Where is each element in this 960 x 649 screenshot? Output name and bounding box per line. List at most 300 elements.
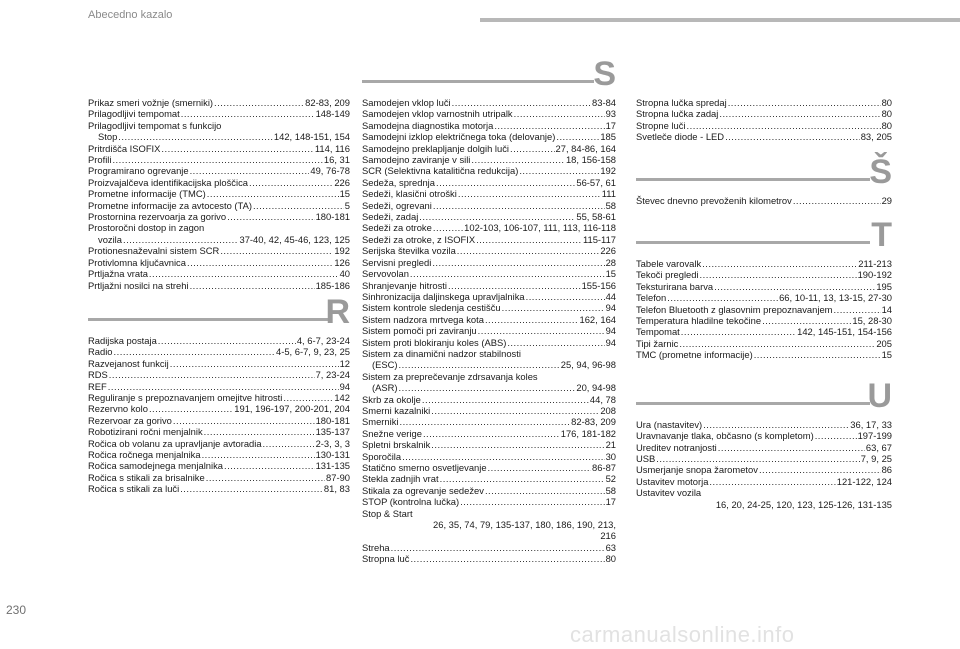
leader-dots [494,120,604,131]
leader-dots [718,442,865,453]
section-letter-s: S [593,55,616,93]
page-number: 230 [6,603,27,617]
entry-pages: 37-40, 42, 45-46, 123, 125 [239,233,350,245]
index-entry [88,483,350,494]
entry-term: Ročica ob volanu za upravljanje avtoradia [88,437,262,449]
leader-dots [187,257,333,268]
index-entry [88,346,350,357]
leader-dots [158,335,296,346]
entry-term: Telefon Bluetooth z glasovnim prepoznavanjem [636,303,833,315]
leader-dots [410,268,605,279]
entry-pages: 155-156 [581,279,616,291]
index-entry [362,200,616,211]
entry-term: Stop [98,131,118,143]
index-entry [88,460,350,471]
entry-term: Razvejanost funkcij [88,357,169,369]
leader-dots [519,165,599,176]
entry-pages: 87-90 [326,471,350,483]
index-entry [88,415,350,426]
section-header-t [636,214,892,258]
index-entry [636,419,892,430]
index-entry [636,108,892,119]
leader-dots [114,346,275,357]
entry-term: Temperatura hladilne tekočine [636,315,762,327]
leader-dots [204,426,315,437]
entry-pages: 176, 181-182 [560,427,616,439]
entry-term: Sistem za preprečevanje zdrsavanja koles [362,370,538,382]
entry-pages: 111 [601,188,616,200]
index-entry [362,245,616,256]
entry-pages: 94 [605,325,616,337]
index-entry [362,508,616,519]
entry-term: Tekoči pregledi [636,269,699,281]
index-entry [88,403,350,414]
entry-term: Sistem nadzora mrtvega kota [362,313,484,325]
index-entry [362,120,616,131]
index-entry [636,442,892,453]
entry-term: Robotizirani ročni menjalnik [88,426,203,438]
entry-term: Prostoročni dostop in zagon [88,222,205,234]
entry-term: Prometne informacije (TMC) [88,188,206,200]
index-entry [636,304,892,315]
leader-dots [502,302,605,313]
entry-term: Ročica s stikali za luči [88,483,180,495]
index-entry [636,258,892,269]
entry-term: Prikaz smeri vožnje (smerniki) [88,97,214,108]
index-entry [362,553,616,564]
entry-pages: 195 [876,280,892,292]
index-entry [362,428,616,439]
entry-term: Tipi žarnic [636,337,679,349]
index-entry [362,108,616,119]
entry-pages: 208 [600,404,616,416]
entry-term: Samodejna diagnostika motorja [362,119,494,131]
entry-term: Usmerjanje snopa žarometov [636,464,758,476]
leader-dots [253,200,344,211]
entry-term: Profili [88,154,112,166]
leader-dots [754,349,881,360]
entry-term: TMC (prometne informacije) [636,349,753,361]
leader-dots [440,473,605,484]
entry-pages: 142 [334,391,350,403]
index-entry [88,358,350,369]
entry-pages: 121-122, 124 [836,475,892,487]
entry-term: Ustavitev motorja [636,475,709,487]
index-entry [636,131,892,142]
entry-term: Rezervno kolo [88,403,148,415]
leader-dots [656,453,859,464]
entry-term: Stropna lučka spredaj [636,97,727,108]
index-entry [362,154,616,165]
entry-pages: 63 [605,541,616,553]
index-entry [88,143,350,154]
leader-dots [485,485,605,496]
entry-pages: 15 [339,188,350,200]
entry-pages: 7, 23-24 [315,369,350,381]
entry-pages: 30 [605,450,616,462]
entry-pages: 83-84 [592,97,616,108]
leader-dots [460,496,604,507]
entry-pages: 20, 94-98 [576,382,616,394]
entry-term: Protionesnaževalni sistem SCR [88,245,220,257]
entry-term: Smerniki [362,416,399,428]
entry-pages: 185-186 [315,279,350,291]
entry-term: Sedeži za otroke [362,222,432,234]
entry-pages: 180-181 [315,211,350,223]
entry-pages: 66, 10-11, 13, 13-15, 27-30 [779,292,892,304]
entry-term: Sedeži, klasični otroški [362,188,457,200]
entry-term: Prometne informacije za avtocesto (TA) [88,199,252,211]
entry-pages: 226 [334,176,350,188]
section-header-r [88,291,350,335]
leader-dots [815,430,857,441]
index-entry [88,335,350,346]
entry-term: Programirano ogrevanje [88,165,189,177]
leader-dots [149,268,339,279]
entry-term: (ASR) [372,382,398,394]
index-entry [88,222,350,233]
entry-term: Prilagodljivi tempomat [88,108,180,120]
leader-dots [283,392,333,403]
section-letter-u: U [867,376,892,415]
entry-pages: 2-3, 3, 3 [315,437,350,449]
entry-pages: 80 [881,119,892,131]
leader-dots [399,359,560,370]
leader-dots [214,97,304,108]
index-entry [362,519,616,542]
index-entry [88,234,350,245]
entry-pages: 94 [605,302,616,314]
leader-dots [181,108,315,119]
entry-term: Ureditev notranjosti [636,441,717,453]
index-column-1 [88,97,350,495]
section-header-sh [636,151,892,195]
section-rule [636,402,870,405]
leader-dots [220,245,333,256]
index-entry [88,200,350,211]
leader-dots [702,258,857,269]
section-rule [362,80,594,83]
index-list-p [88,97,350,291]
entry-term: Telefon [636,292,667,304]
entry-pages: 82-83, 209 [305,97,350,108]
leader-dots [793,195,881,206]
index-entry [636,292,892,303]
entry-term: USB [636,452,656,464]
entry-pages: 17 [605,496,616,508]
entry-pages: 102-103, 106-107, 111, 113, 116-118 [464,222,616,234]
entry-pages: 25, 94, 96-98 [560,359,616,371]
index-entry [636,97,892,108]
entry-term: Sedeži, zadaj [362,211,419,223]
index-entry [88,154,350,165]
leader-dots [667,292,778,303]
entry-pages: 226 [600,245,616,257]
section-rule [636,178,870,181]
entry-term: Sedeži, ogrevani [362,199,432,211]
entry-pages: 93 [605,108,616,120]
entry-term: Sedeža, sprednja [362,176,435,188]
leader-dots [422,394,589,405]
entry-term: STOP (kontrolna lučka) [362,496,460,508]
entry-pages: 126 [334,256,350,268]
entry-term: Samodejen vklop varnostnih utripalk [362,108,513,120]
entry-pages: 83, 205 [860,131,892,143]
leader-dots [725,131,860,142]
leader-dots [514,108,605,119]
entry-term: Prtljažna vrata [88,268,148,280]
index-entry [88,108,350,119]
entry-pages: 86-87 [592,462,616,473]
entry-term: Sinhronizacija daljinskega upravljalnika [362,290,525,302]
index-entry [636,430,892,441]
entry-term: Streha [362,541,390,553]
entry-term: Serijska številka vozila [362,245,456,257]
index-list-r [88,335,350,495]
entry-term: SCR (Selektivna katalitična redukcija) [362,165,519,177]
entry-pages: 49, 76-78 [310,165,350,177]
entry-term: Stop & Start [362,507,413,519]
leader-dots [249,177,333,188]
entry-pages: 15 [881,349,892,361]
entry-term: Stekla zadnjih vrat [362,473,439,485]
entry-pages: 52 [605,473,616,485]
entry-term: Servisni pregledi [362,256,432,268]
entry-term: Sistem proti blokiranju koles (ABS) [362,336,507,348]
entry-term: Radio [88,346,113,358]
index-entry [362,131,616,142]
entry-term: Sedeži za otroke, z ISOFIX [362,233,476,245]
index-entry [362,314,616,325]
index-entry [636,281,892,292]
leader-dots [263,438,315,449]
leader-dots [714,281,875,292]
entry-pages: 81, 83 [323,483,350,495]
leader-dots [719,108,880,119]
entry-pages: 15 [605,268,616,280]
entry-pages: 36, 17, 33 [850,418,892,430]
leader-dots [436,177,575,188]
entry-pages: 44, 78 [589,393,616,405]
index-entry [88,280,350,291]
entry-pages: 21 [605,439,616,451]
index-entry [362,268,616,279]
entry-term: Sporočila [362,450,402,462]
leader-dots [433,200,605,211]
index-entry [362,222,616,233]
index-entry [88,392,350,403]
entry-term: Svetleče diode - LED [636,131,725,143]
leader-dots [556,131,599,142]
entry-term: Uravnavanje tlaka, občasno (s kompletom) [636,430,814,442]
entry-term: Skrb za okolje [362,393,421,405]
leader-dots [526,291,605,302]
entry-pages: 56-57, 61 [576,176,616,188]
index-entry [362,97,616,108]
index-entry [362,359,616,370]
entry-term: Prilagodljivi tempomat s funkcijo [88,119,222,131]
entry-pages: 142, 148-151, 154 [273,131,350,143]
leader-dots [224,460,315,471]
leader-dots [762,315,851,326]
index-entry [362,302,616,313]
leader-dots [123,234,239,245]
index-entry [88,245,350,256]
index-entry [88,369,350,380]
entry-term: Števec dnevno prevoženih kilometrov [636,194,792,206]
index-list-sh [636,195,892,206]
watermark: carmanualsonline.info [570,622,795,647]
leader-dots [399,382,576,393]
index-entry [362,496,616,507]
entry-term: Statično smerno osvetljevanje [362,462,487,473]
index-entry [636,326,892,337]
entry-pages: 58 [605,484,616,496]
index-entry [636,269,892,280]
index-column-2 [362,55,616,565]
leader-dots [510,143,555,154]
index-entry [362,382,616,393]
index-entry [88,188,350,199]
index-entry [362,462,616,473]
entry-term: Samodejno zaviranje v sili [362,154,471,166]
index-entry [88,97,350,108]
entry-term: RDS [88,369,108,381]
entry-pages: 58 [605,199,616,211]
index-list-t [636,258,892,361]
index-entry [636,338,892,349]
index-entry [636,453,892,464]
header-rule [480,18,960,22]
leader-dots [419,211,575,222]
entry-pages: 130-131 [315,448,350,460]
leader-dots [207,188,339,199]
entry-pages: 27, 84-86, 164 [555,142,616,154]
entry-pages: 211-213 [858,258,892,270]
entry-term: Ročica ročnega menjalnika [88,448,201,460]
index-entry [636,476,892,487]
entry-term: Prtljažni nosilci na strehi [88,279,189,291]
leader-dots [202,449,315,460]
section-header-s [362,53,616,97]
leader-dots [457,245,600,256]
leader-dots [206,472,325,483]
leader-dots [410,553,604,564]
leader-dots [432,257,604,268]
index-entry [362,188,616,199]
entry-term: (ESC) [372,359,398,371]
entry-pages: 192 [600,165,616,177]
entry-pages: 29 [881,194,892,206]
entry-pages: 40 [339,268,350,280]
index-list-u [636,419,892,510]
index-entry [362,325,616,336]
index-entry [362,473,616,484]
index-entry [88,426,350,437]
entry-term: Samodejno preklapljanje dolgih luči [362,142,509,154]
entry-term: Protivlomna ključavnica [88,256,186,268]
leader-dots [728,97,881,108]
entry-pages: 80 [881,108,892,120]
index-entry [88,120,350,131]
entry-pages: 5 [344,199,350,211]
entry-pages: 15, 28-30 [852,315,892,327]
leader-dots [112,154,322,165]
leader-dots [452,97,591,108]
entry-pages: 197-199 [857,430,892,442]
index-entry [362,348,616,359]
leader-dots [402,451,604,462]
index-entry [88,438,350,449]
entry-pages: 191, 196-197, 200-201, 204 [234,403,350,415]
index-entry [636,499,892,510]
index-entry [362,177,616,188]
leader-dots [391,542,605,553]
index-entry [362,394,616,405]
entry-pages: 205 [876,337,892,349]
entry-term: Stikala za ogrevanje sedežev [362,484,484,496]
entry-term: Servovolan [362,268,409,280]
leader-dots [227,211,315,222]
leader-dots [709,476,835,487]
entry-pages: 14 [881,303,892,315]
leader-dots [190,165,310,176]
entry-pages: 12 [339,357,350,369]
section-header-u [636,375,892,419]
index-list-s-cont [636,97,892,143]
section-letter-t: T [871,216,892,255]
entry-pages: 80 [881,97,892,108]
leader-dots [149,403,233,414]
entry-pages: 162, 164 [579,313,616,325]
leader-dots [431,405,599,416]
entry-pages: 192 [334,245,350,257]
index-entry [362,337,616,348]
entry-term: Reguliranje s prepoznavanjem omejitve hitrosti [88,391,283,403]
leader-dots [476,234,582,245]
entry-term: Ustavitev vozila [636,487,702,499]
entry-term: Samodejen vklop luči [362,97,451,108]
index-entry [362,405,616,416]
section-letter-r: R [325,292,350,331]
entry-pages: 190-192 [857,269,892,281]
index-entry [636,315,892,326]
index-entry [362,291,616,302]
entry-pages: 135-137 [315,426,350,438]
entry-pages: 94 [339,380,350,392]
index-entry [362,234,616,245]
entry-pages: 4, 6-7, 23-24 [296,334,350,346]
entry-pages: 17 [605,119,616,131]
entry-term: Ročica samodejnega menjalnika [88,460,223,472]
index-entry [88,211,350,222]
index-entry [88,472,350,483]
section-rule [88,318,328,321]
leader-dots [679,338,875,349]
entry-term: Sistem pomoči pri zaviranju [362,325,477,337]
index-entry [88,381,350,392]
leader-dots [423,428,560,439]
entry-term: Shranjevanje hitrosti [362,279,447,291]
entry-term: Stropna luč [362,553,410,565]
leader-dots [431,439,604,450]
index-entry [362,211,616,222]
leader-dots [180,483,323,494]
entry-term: Prostornina rezervoarja za gorivo [88,211,227,223]
leader-dots [399,416,570,427]
index-entry [636,464,892,475]
entry-term: Proizvajalčeva identifikacijska ploščica [88,176,248,188]
